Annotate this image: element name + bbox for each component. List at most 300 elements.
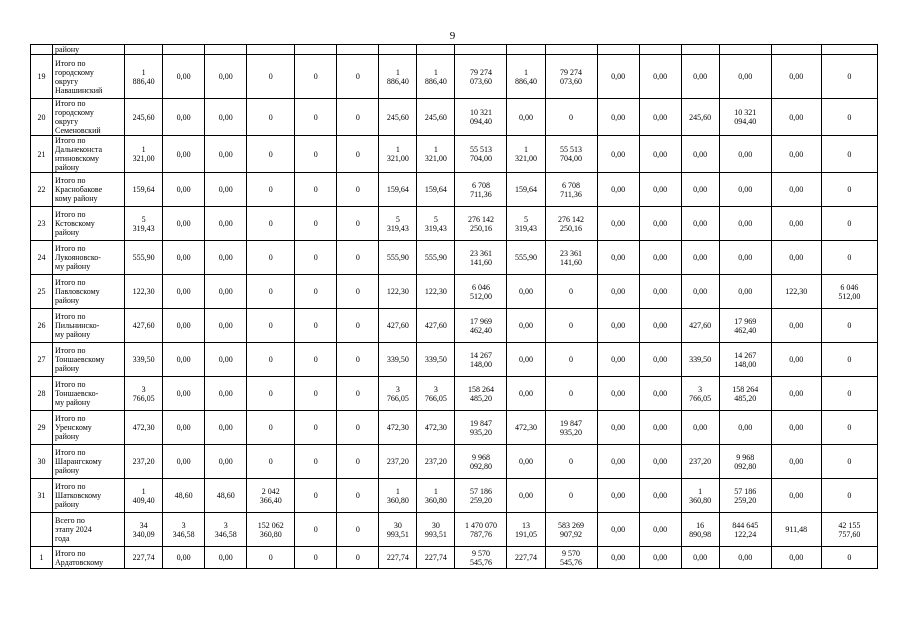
table-row xyxy=(31,377,878,411)
table-cell: 0,00 xyxy=(681,241,719,275)
table-cell: 0,00 xyxy=(163,547,205,569)
row-name-cell: Итого по Дальнеконста нтиновскому району xyxy=(53,136,125,173)
table-cell: 0 xyxy=(821,241,877,275)
table-cell: 237,20 xyxy=(681,445,719,479)
table-row xyxy=(31,479,878,513)
row-number-cell: 29 xyxy=(31,411,53,445)
table-cell: 0 xyxy=(821,173,877,207)
table-cell: 0,00 xyxy=(597,547,639,569)
table-cell: 911,48 xyxy=(771,513,821,547)
table-cell xyxy=(681,45,719,55)
table-cell: 237,20 xyxy=(125,445,163,479)
table-cell: 0,00 xyxy=(771,55,821,99)
table-cell: 0 xyxy=(821,445,877,479)
table-cell: 0 xyxy=(821,377,877,411)
table-row xyxy=(31,207,878,241)
table-cell: 0,00 xyxy=(771,411,821,445)
table-cell: 152 062 360,80 xyxy=(247,513,295,547)
table-cell: 472,30 xyxy=(507,411,545,445)
table-cell: 42 155 757,60 xyxy=(821,513,877,547)
table-cell: 0,00 xyxy=(507,309,545,343)
row-number-cell: 20 xyxy=(31,99,53,136)
table-cell: 55 513 704,00 xyxy=(455,136,507,173)
row-name-cell: Итого по Пильнинско- му району xyxy=(53,309,125,343)
table-cell: 0,00 xyxy=(163,275,205,309)
table-cell: 0,00 xyxy=(639,343,681,377)
table-cell: 0,00 xyxy=(639,173,681,207)
table-cell: 0,00 xyxy=(163,55,205,99)
table-cell: 79 274 073,60 xyxy=(455,55,507,99)
row-number-cell: 23 xyxy=(31,207,53,241)
table-cell: 6 708 711,36 xyxy=(455,173,507,207)
table-cell: 0 xyxy=(545,445,597,479)
table-cell: 0,00 xyxy=(639,411,681,445)
row-name-cell: Итого по Тоншаевскому району xyxy=(53,343,125,377)
row-name-cell: Итого по городскому округу Семеновский xyxy=(53,99,125,136)
table-cell: 0,00 xyxy=(205,173,247,207)
table-cell: 0,00 xyxy=(639,55,681,99)
table-cell: 339,50 xyxy=(379,343,417,377)
table-cell xyxy=(507,45,545,55)
table-cell: 0 xyxy=(247,55,295,99)
table-cell: 0 xyxy=(247,99,295,136)
table-cell: 0,00 xyxy=(719,55,771,99)
table-cell: 0 xyxy=(337,173,379,207)
table-cell: 9 570 545,76 xyxy=(545,547,597,569)
table-cell: 0,00 xyxy=(597,377,639,411)
table-cell: 0,00 xyxy=(681,173,719,207)
table-cell: 0 xyxy=(821,136,877,173)
table-cell: 0,00 xyxy=(163,207,205,241)
table-cell: 0 xyxy=(295,241,337,275)
table-cell: 0,00 xyxy=(771,309,821,343)
table-cell: 0,00 xyxy=(163,309,205,343)
table-cell: 1 886,40 xyxy=(507,55,545,99)
table-cell: 0 xyxy=(337,55,379,99)
table-cell: 427,60 xyxy=(379,309,417,343)
table-cell: 13 191,05 xyxy=(507,513,545,547)
row-name-cell: Итого по Краснобакове кому району xyxy=(53,173,125,207)
table-cell: 0,00 xyxy=(771,173,821,207)
table-body xyxy=(31,45,878,569)
table-row xyxy=(31,343,878,377)
table-cell: 227,74 xyxy=(417,547,455,569)
table-cell: 48,60 xyxy=(205,479,247,513)
row-name-cell: району xyxy=(53,45,125,55)
table-cell: 0 xyxy=(295,343,337,377)
row-name-cell: Итого по Кстовскому району xyxy=(53,207,125,241)
row-name-cell: Итого по Ардатовскому xyxy=(53,547,125,569)
table-cell: 0,00 xyxy=(681,275,719,309)
table-cell: 5 319,43 xyxy=(125,207,163,241)
table-cell: 0,00 xyxy=(597,411,639,445)
table-cell: 0 xyxy=(247,275,295,309)
table-cell: 0,00 xyxy=(681,207,719,241)
table-cell: 48,60 xyxy=(163,479,205,513)
table-cell: 0,00 xyxy=(507,445,545,479)
row-name-cell: Итого по Тоншаевско- му району xyxy=(53,377,125,411)
table-cell: 0,00 xyxy=(205,241,247,275)
table-cell: 0,00 xyxy=(639,377,681,411)
row-name-cell: Итого по Шатковскому району xyxy=(53,479,125,513)
table-cell: 0,00 xyxy=(205,411,247,445)
table-cell: 9 968 092,80 xyxy=(455,445,507,479)
table-row xyxy=(31,547,878,569)
table-cell: 0 xyxy=(247,309,295,343)
table-row xyxy=(31,411,878,445)
table-cell xyxy=(379,45,417,55)
table-cell: 6 708 711,36 xyxy=(545,173,597,207)
table-cell: 0,00 xyxy=(597,275,639,309)
table-cell: 0,00 xyxy=(771,136,821,173)
table-cell: 159,64 xyxy=(379,173,417,207)
table-cell: 339,50 xyxy=(681,343,719,377)
table-cell: 0 xyxy=(821,309,877,343)
table-cell: 227,74 xyxy=(125,547,163,569)
table-cell: 9 570 545,76 xyxy=(455,547,507,569)
table-cell: 10 321 094,40 xyxy=(455,99,507,136)
table-cell: 2 042 366,40 xyxy=(247,479,295,513)
table-cell xyxy=(337,45,379,55)
table-row xyxy=(31,55,878,99)
table-cell: 0,00 xyxy=(597,343,639,377)
table-cell: 0,00 xyxy=(771,99,821,136)
table-cell: 427,60 xyxy=(417,309,455,343)
table-cell: 1 360,80 xyxy=(379,479,417,513)
table-cell: 57 186 259,20 xyxy=(455,479,507,513)
table-cell: 0 xyxy=(295,309,337,343)
table-cell: 0 xyxy=(545,377,597,411)
table-cell xyxy=(163,45,205,55)
table-cell: 6 046 512,00 xyxy=(455,275,507,309)
table-cell: 30 993,51 xyxy=(379,513,417,547)
table-cell: 0,00 xyxy=(507,343,545,377)
table-cell: 227,74 xyxy=(379,547,417,569)
table-cell: 0 xyxy=(821,411,877,445)
table-cell: 0,00 xyxy=(681,136,719,173)
table-cell: 0,00 xyxy=(719,136,771,173)
table-cell: 0 xyxy=(337,99,379,136)
table-cell: 0 xyxy=(295,99,337,136)
table-cell xyxy=(247,45,295,55)
table-cell: 0,00 xyxy=(639,513,681,547)
table-cell: 158 264 485,20 xyxy=(719,377,771,411)
table-cell: 339,50 xyxy=(417,343,455,377)
table-cell: 0,00 xyxy=(205,136,247,173)
table-cell: 0,00 xyxy=(205,343,247,377)
table-cell: 237,20 xyxy=(379,445,417,479)
row-number-cell: 30 xyxy=(31,445,53,479)
table-cell xyxy=(821,45,877,55)
row-name-cell: Итого по городскому округу Навашинский xyxy=(53,55,125,99)
table-cell: 427,60 xyxy=(681,309,719,343)
table-cell: 0,00 xyxy=(771,445,821,479)
row-number-cell: 26 xyxy=(31,309,53,343)
table-cell xyxy=(597,45,639,55)
table-cell: 555,90 xyxy=(507,241,545,275)
table-cell: 555,90 xyxy=(379,241,417,275)
table-cell: 0 xyxy=(295,275,337,309)
table-cell: 0 xyxy=(295,547,337,569)
table-cell: 0,00 xyxy=(205,55,247,99)
table-cell: 0 xyxy=(337,479,379,513)
table-cell: 5 319,43 xyxy=(507,207,545,241)
table-cell: 0,00 xyxy=(597,136,639,173)
row-number-cell: 31 xyxy=(31,479,53,513)
table-cell: 0,00 xyxy=(639,309,681,343)
table-cell: 0,00 xyxy=(597,55,639,99)
table-cell: 0,00 xyxy=(163,343,205,377)
table-cell: 3 766,05 xyxy=(125,377,163,411)
table-cell: 1 360,80 xyxy=(681,479,719,513)
table-cell: 583 269 907,92 xyxy=(545,513,597,547)
table-cell: 17 969 462,40 xyxy=(455,309,507,343)
row-name-cell: Итого по Лукояновско- му району xyxy=(53,241,125,275)
row-name-cell: Всего по этапу 2024 года xyxy=(53,513,125,547)
table-cell: 0,00 xyxy=(719,241,771,275)
table-cell: 0,00 xyxy=(163,99,205,136)
table-cell: 245,60 xyxy=(417,99,455,136)
table-cell: 0,00 xyxy=(205,99,247,136)
table-cell xyxy=(295,45,337,55)
table-cell: 0,00 xyxy=(205,445,247,479)
row-name-cell: Итого по Шарангскому району xyxy=(53,445,125,479)
table-cell: 0,00 xyxy=(205,207,247,241)
table-cell: 0,00 xyxy=(597,207,639,241)
row-number-cell: 1 xyxy=(31,547,53,569)
table-cell: 0 xyxy=(821,207,877,241)
table-cell: 0,00 xyxy=(771,547,821,569)
table-cell: 16 890,98 xyxy=(681,513,719,547)
table-cell: 9 968 092,80 xyxy=(719,445,771,479)
table-cell: 0,00 xyxy=(163,445,205,479)
table-cell: 339,50 xyxy=(125,343,163,377)
table-cell: 0,00 xyxy=(163,136,205,173)
table-cell: 0,00 xyxy=(771,241,821,275)
table-cell: 0,00 xyxy=(771,479,821,513)
table-cell: 0 xyxy=(295,173,337,207)
table-row xyxy=(31,445,878,479)
table-cell: 0,00 xyxy=(771,207,821,241)
table-cell: 0 xyxy=(295,513,337,547)
row-number-cell: 21 xyxy=(31,136,53,173)
table-cell xyxy=(719,45,771,55)
table-cell: 227,74 xyxy=(507,547,545,569)
table-cell: 1 321,00 xyxy=(125,136,163,173)
table-cell: 5 319,43 xyxy=(417,207,455,241)
table-row xyxy=(31,241,878,275)
table-cell: 555,90 xyxy=(417,241,455,275)
table-cell: 427,60 xyxy=(125,309,163,343)
table-cell: 30 993,51 xyxy=(417,513,455,547)
table-cell: 472,30 xyxy=(125,411,163,445)
table-cell: 0,00 xyxy=(719,173,771,207)
table-cell: 34 340,09 xyxy=(125,513,163,547)
table-cell: 0 xyxy=(295,136,337,173)
table-cell: 0,00 xyxy=(597,309,639,343)
table-cell: 0 xyxy=(295,445,337,479)
table-cell: 555,90 xyxy=(125,241,163,275)
table-cell: 0,00 xyxy=(205,309,247,343)
table-cell: 0,00 xyxy=(597,513,639,547)
table-cell xyxy=(125,45,163,55)
table-cell: 0,00 xyxy=(639,547,681,569)
table-cell: 0 xyxy=(337,445,379,479)
table-cell: 0 xyxy=(247,445,295,479)
table-cell: 0,00 xyxy=(639,99,681,136)
table-cell: 0 xyxy=(821,55,877,99)
table-cell: 276 142 250,16 xyxy=(455,207,507,241)
table-row xyxy=(31,99,878,136)
table-cell: 0 xyxy=(337,411,379,445)
row-number-cell: 22 xyxy=(31,173,53,207)
table-cell: 245,60 xyxy=(125,99,163,136)
row-number-cell: 24 xyxy=(31,241,53,275)
row-number-cell: 25 xyxy=(31,275,53,309)
table-cell: 0,00 xyxy=(163,377,205,411)
table-cell: 1 470 070 787,76 xyxy=(455,513,507,547)
table-cell xyxy=(205,45,247,55)
table-cell: 0,00 xyxy=(205,547,247,569)
table-cell: 0,00 xyxy=(639,136,681,173)
table-cell: 0 xyxy=(545,99,597,136)
table-cell: 0,00 xyxy=(719,547,771,569)
table-cell: 159,64 xyxy=(125,173,163,207)
table-cell: 158 264 485,20 xyxy=(455,377,507,411)
table-cell: 0 xyxy=(821,479,877,513)
table-cell xyxy=(771,45,821,55)
table-cell: 0 xyxy=(337,241,379,275)
table-row xyxy=(31,275,878,309)
table-cell: 1 409,40 xyxy=(125,479,163,513)
table-cell: 17 969 462,40 xyxy=(719,309,771,343)
table-cell: 0,00 xyxy=(507,275,545,309)
table-cell: 0,00 xyxy=(719,411,771,445)
table-cell: 0,00 xyxy=(639,445,681,479)
table-cell: 79 274 073,60 xyxy=(545,55,597,99)
table-cell: 0 xyxy=(247,173,295,207)
table-cell xyxy=(455,45,507,55)
table-cell: 0 xyxy=(295,411,337,445)
table-cell: 0,00 xyxy=(771,377,821,411)
table-row xyxy=(31,45,878,55)
table-cell: 0 xyxy=(247,411,295,445)
table-cell: 0 xyxy=(337,343,379,377)
table-cell: 0 xyxy=(247,207,295,241)
table-row xyxy=(31,309,878,343)
table-cell: 0,00 xyxy=(597,173,639,207)
table-cell: 0 xyxy=(545,309,597,343)
table-cell: 1 321,00 xyxy=(507,136,545,173)
table-cell: 0,00 xyxy=(163,411,205,445)
table-cell: 0,00 xyxy=(639,207,681,241)
table-cell: 5 319,43 xyxy=(379,207,417,241)
table-cell: 0,00 xyxy=(507,99,545,136)
table-cell: 0,00 xyxy=(597,479,639,513)
table-cell: 23 361 141,60 xyxy=(545,241,597,275)
table-cell: 0 xyxy=(295,377,337,411)
table-cell: 0 xyxy=(545,479,597,513)
table-cell: 0,00 xyxy=(681,55,719,99)
table-cell: 276 142 250,16 xyxy=(545,207,597,241)
table-cell xyxy=(639,45,681,55)
table-cell: 1 886,40 xyxy=(379,55,417,99)
table-cell: 0 xyxy=(337,513,379,547)
table-cell: 0,00 xyxy=(163,241,205,275)
table-cell: 245,60 xyxy=(379,99,417,136)
table-cell xyxy=(417,45,455,55)
row-number-cell xyxy=(31,513,53,547)
table-cell: 0,00 xyxy=(639,479,681,513)
row-number-cell: 27 xyxy=(31,343,53,377)
table-cell: 14 267 148,00 xyxy=(719,343,771,377)
table-cell: 0 xyxy=(247,377,295,411)
table-cell: 0,00 xyxy=(205,275,247,309)
table-cell: 1 886,40 xyxy=(125,55,163,99)
table-cell: 0 xyxy=(247,343,295,377)
table-cell: 0,00 xyxy=(639,241,681,275)
table-row xyxy=(31,513,878,547)
row-name-cell: Итого по Павловскому району xyxy=(53,275,125,309)
table-cell: 55 513 704,00 xyxy=(545,136,597,173)
table-cell: 19 847 935,20 xyxy=(545,411,597,445)
table-cell: 0,00 xyxy=(163,173,205,207)
table-cell: 0 xyxy=(337,136,379,173)
table-cell: 3 346,58 xyxy=(163,513,205,547)
table-cell: 19 847 935,20 xyxy=(455,411,507,445)
table-cell: 1 321,00 xyxy=(379,136,417,173)
table-cell: 122,30 xyxy=(417,275,455,309)
table-cell: 1 886,40 xyxy=(417,55,455,99)
table-cell: 14 267 148,00 xyxy=(455,343,507,377)
table-cell: 0 xyxy=(247,547,295,569)
table-cell: 0 xyxy=(337,309,379,343)
table-cell: 245,60 xyxy=(681,99,719,136)
table-cell: 0 xyxy=(821,99,877,136)
table-cell: 3 766,05 xyxy=(681,377,719,411)
table-cell: 0 xyxy=(821,343,877,377)
table-cell: 159,64 xyxy=(507,173,545,207)
table-cell: 0,00 xyxy=(681,411,719,445)
table-cell: 0 xyxy=(821,547,877,569)
table-cell: 0 xyxy=(337,377,379,411)
table-cell: 122,30 xyxy=(379,275,417,309)
table-row xyxy=(31,173,878,207)
table-cell: 0 xyxy=(337,207,379,241)
row-name-cell: Итого по Уренскому району xyxy=(53,411,125,445)
table-cell xyxy=(545,45,597,55)
table-cell: 0,00 xyxy=(719,275,771,309)
table-cell: 0,00 xyxy=(507,479,545,513)
table-cell: 6 046 512,00 xyxy=(821,275,877,309)
table-cell: 10 321 094,40 xyxy=(719,99,771,136)
table-cell: 472,30 xyxy=(417,411,455,445)
table-cell: 0,00 xyxy=(639,275,681,309)
table-cell: 57 186 259,20 xyxy=(719,479,771,513)
data-table xyxy=(30,44,878,569)
table-cell: 0 xyxy=(545,343,597,377)
table-cell: 0,00 xyxy=(597,445,639,479)
table-cell: 0,00 xyxy=(719,207,771,241)
table-cell: 159,64 xyxy=(417,173,455,207)
table-cell: 23 361 141,60 xyxy=(455,241,507,275)
table-cell: 3 766,05 xyxy=(379,377,417,411)
table-cell: 0 xyxy=(295,207,337,241)
table-cell: 0 xyxy=(545,275,597,309)
table-cell: 237,20 xyxy=(417,445,455,479)
table-cell: 0 xyxy=(337,547,379,569)
table-cell: 3 766,05 xyxy=(417,377,455,411)
